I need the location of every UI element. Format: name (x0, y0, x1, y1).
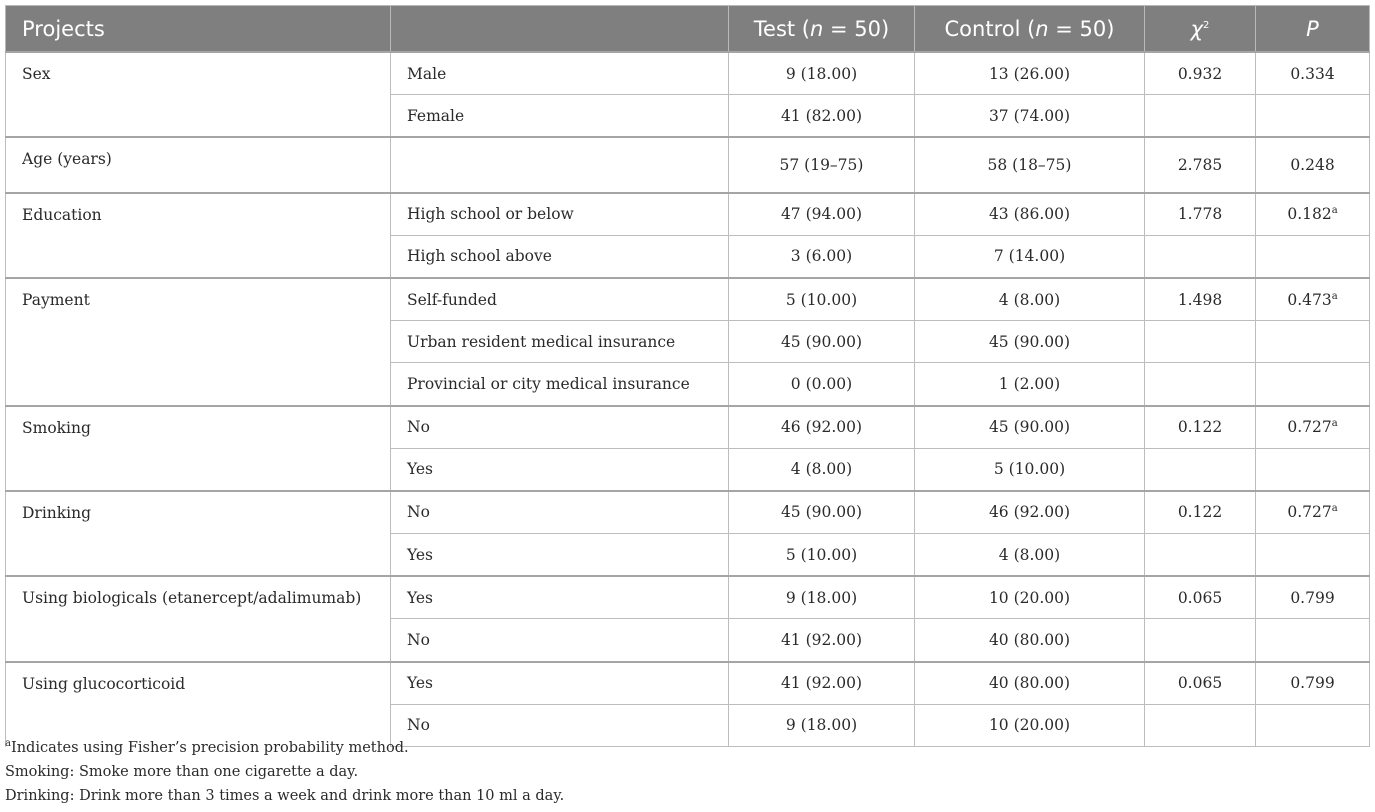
cell-test: 3 (6.00) (729, 235, 915, 278)
table-row (6, 137, 1370, 192)
cell-chi-square (1145, 448, 1256, 491)
cell-subcategory: No (391, 704, 729, 746)
p-value-footnote-mark: a (1331, 417, 1338, 429)
header-chi-square: $\chi^2$ (1145, 6, 1256, 53)
cell-control: 5 (10.00) (915, 448, 1145, 491)
baseline-characteristics-table (5, 5, 1370, 747)
cell-chi-square: 2.785 (1145, 137, 1256, 192)
cell-test: 45 (90.00) (729, 321, 915, 363)
cell-subcategory: Urban resident medical insurance (391, 321, 729, 363)
cell-control: 1 (2.00) (915, 363, 1145, 406)
cell-chi-square: 0.065 (1145, 662, 1256, 705)
cell-chi-square: 1.498 (1145, 278, 1256, 321)
cell-test: 57 (19–75) (729, 137, 915, 192)
p-value-footnote-mark: a (1331, 290, 1338, 302)
cell-control: 10 (20.00) (915, 576, 1145, 619)
cell-subcategory: Female (391, 95, 729, 138)
header-test: Test (n = 50) (729, 6, 915, 53)
cell-project: Using glucocorticoid (6, 662, 391, 747)
cell-p-value (1256, 491, 1370, 534)
cell-project: Drinking (6, 491, 391, 576)
table-header-row (6, 6, 1370, 53)
cell-project: Education (6, 193, 391, 278)
cell-subcategory: No (391, 491, 729, 534)
cell-subcategory: No (391, 619, 729, 662)
cell-control: 40 (80.00) (915, 619, 1145, 662)
p-value-text: 0.799 (1290, 588, 1335, 607)
table-row (6, 406, 1370, 449)
cell-test: 5 (10.00) (729, 278, 915, 321)
cell-p-value (1256, 448, 1370, 491)
footnote-drinking: Drinking: Drink more than 3 times a week and drink more than 10 ml a day. (5, 788, 565, 804)
cell-control: 37 (74.00) (915, 95, 1145, 138)
cell-p-value (1256, 321, 1370, 363)
cell-project: Smoking (6, 406, 391, 491)
table-row (6, 662, 1370, 705)
cell-chi-square: 1.778 (1145, 193, 1256, 236)
p-value-text: 0.334 (1290, 64, 1335, 83)
table-container (5, 5, 1369, 747)
cell-subcategory: Self-funded (391, 278, 729, 321)
cell-control: 45 (90.00) (915, 321, 1145, 363)
cell-subcategory: High school or below (391, 193, 729, 236)
cell-control: 7 (14.00) (915, 235, 1145, 278)
cell-test: 5 (10.00) (729, 534, 915, 577)
cell-subcategory: Provincial or city medical insurance (391, 363, 729, 406)
p-value-footnote-mark: a (1331, 503, 1338, 515)
cell-p-value (1256, 619, 1370, 662)
cell-control: 45 (90.00) (915, 406, 1145, 449)
cell-chi-square: 0.122 (1145, 406, 1256, 449)
cell-chi-square (1145, 704, 1256, 746)
p-value-text: 0.248 (1290, 155, 1335, 174)
cell-chi-square: 0.932 (1145, 52, 1256, 95)
cell-chi-square (1145, 95, 1256, 138)
cell-p-value (1256, 534, 1370, 577)
cell-test: 47 (94.00) (729, 193, 915, 236)
cell-test: 41 (92.00) (729, 619, 915, 662)
cell-project: Sex (6, 52, 391, 137)
cell-p-value (1256, 193, 1370, 236)
cell-p-value (1256, 235, 1370, 278)
cell-subcategory: No (391, 406, 729, 449)
cell-project: Age (years) (6, 137, 391, 192)
p-value-text: 0.799 (1290, 674, 1335, 693)
cell-control: 4 (8.00) (915, 534, 1145, 577)
p-value-text: 0.727 (1287, 503, 1332, 522)
header-projects: Projects (6, 6, 391, 53)
table-row (6, 576, 1370, 619)
cell-control: 4 (8.00) (915, 278, 1145, 321)
p-value-text: 0.182 (1287, 205, 1332, 224)
table-row (6, 278, 1370, 321)
p-value-text: 0.473 (1287, 290, 1332, 309)
cell-test: 45 (90.00) (729, 491, 915, 534)
cell-p-value (1256, 406, 1370, 449)
cell-chi-square (1145, 534, 1256, 577)
table-footnotes (5, 736, 564, 808)
footnote-fisher: $^a$Indicates using Fisher’s precision probability method. (5, 738, 409, 756)
cell-test: 41 (92.00) (729, 662, 915, 705)
cell-control: 58 (18–75) (915, 137, 1145, 192)
cell-test: 46 (92.00) (729, 406, 915, 449)
cell-p-value (1256, 95, 1370, 138)
cell-p-value (1256, 278, 1370, 321)
cell-test: 9 (18.00) (729, 704, 915, 746)
cell-control: 40 (80.00) (915, 662, 1145, 705)
cell-chi-square: 0.065 (1145, 576, 1256, 619)
p-value-footnote-mark: a (1331, 205, 1338, 216)
cell-chi-square (1145, 619, 1256, 662)
cell-subcategory: Yes (391, 448, 729, 491)
cell-subcategory: Yes (391, 534, 729, 577)
cell-test: 9 (18.00) (729, 52, 915, 95)
cell-p-value (1256, 363, 1370, 406)
cell-p-value (1256, 662, 1370, 705)
cell-chi-square (1145, 321, 1256, 363)
footnote-smoking: Smoking: Smoke more than one cigarette a day. (5, 764, 359, 780)
cell-control: 10 (20.00) (915, 704, 1145, 746)
cell-chi-square: 0.122 (1145, 491, 1256, 534)
cell-p-value (1256, 576, 1370, 619)
cell-control: 13 (26.00) (915, 52, 1145, 95)
cell-subcategory: Yes (391, 662, 729, 705)
cell-test: 9 (18.00) (729, 576, 915, 619)
cell-chi-square (1145, 363, 1256, 406)
table-row (6, 491, 1370, 534)
header-subcategory (391, 6, 729, 53)
cell-subcategory: Yes (391, 576, 729, 619)
cell-subcategory: High school above (391, 235, 729, 278)
header-p-value: P (1256, 6, 1370, 53)
cell-subcategory: Male (391, 52, 729, 95)
cell-control: 43 (86.00) (915, 193, 1145, 236)
table-row (6, 52, 1370, 95)
cell-chi-square (1145, 235, 1256, 278)
header-control: Control (n = 50) (915, 6, 1145, 53)
cell-test: 0 (0.00) (729, 363, 915, 406)
table-row (6, 193, 1370, 236)
cell-p-value (1256, 137, 1370, 192)
cell-test: 4 (8.00) (729, 448, 915, 491)
cell-project: Payment (6, 278, 391, 406)
cell-project: Using biologicals (etanercept/adalimumab) (6, 576, 391, 661)
cell-subcategory (391, 137, 729, 192)
p-value-text: 0.727 (1287, 418, 1332, 437)
cell-p-value (1256, 52, 1370, 95)
cell-p-value (1256, 704, 1370, 746)
cell-control: 46 (92.00) (915, 491, 1145, 534)
cell-test: 41 (82.00) (729, 95, 915, 138)
